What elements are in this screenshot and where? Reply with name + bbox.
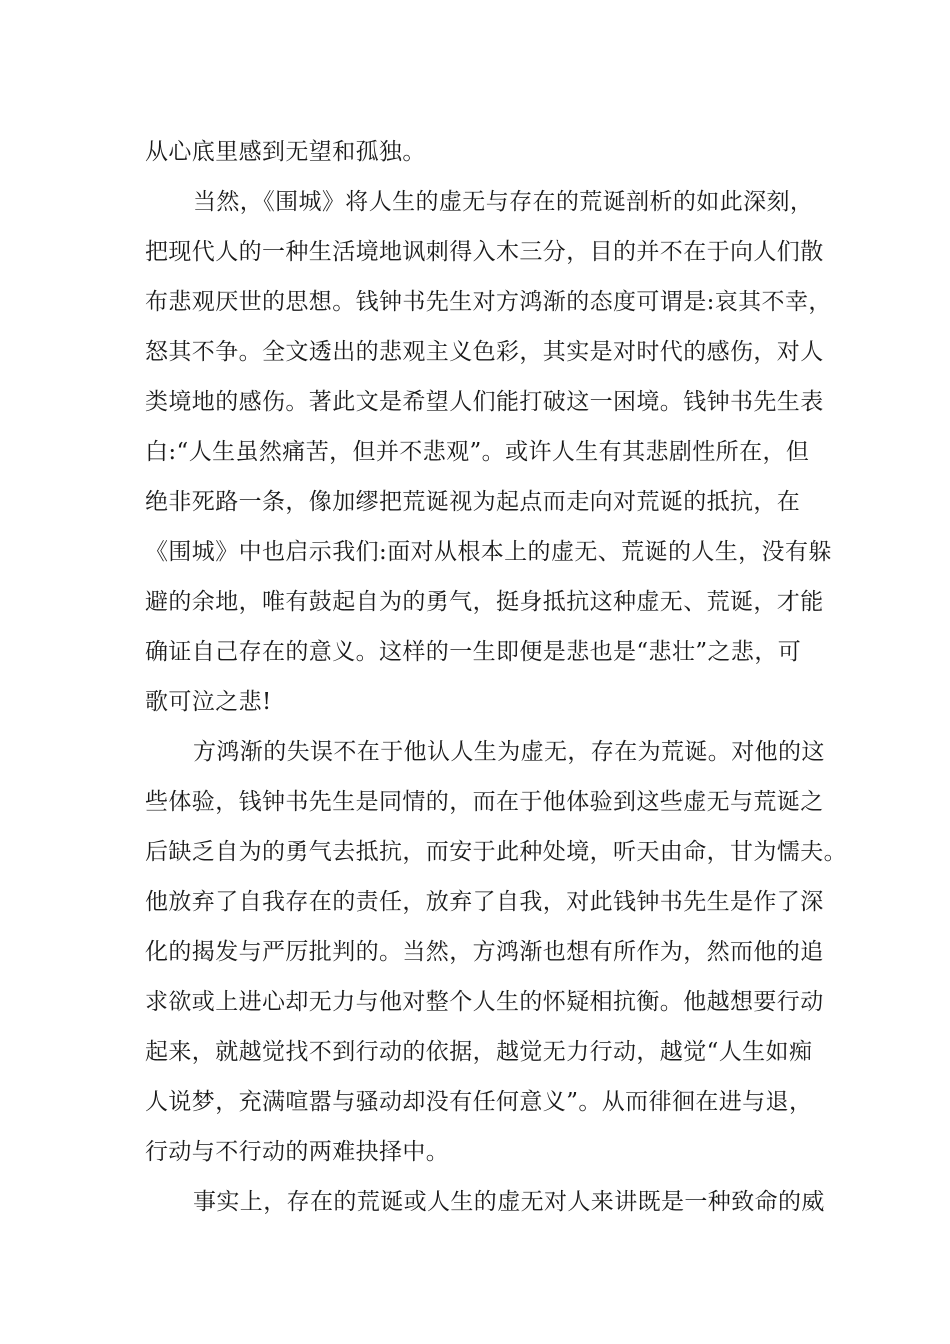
paragraph-first-line: 方鸿渐的失误不在于他认人生为虚无，存在为荒诞。对他的这 — [193, 739, 825, 765]
text-line: 起来，就越觉找不到行动的依据，越觉无力行动，越觉“人生如痴 — [145, 1039, 813, 1065]
text-line: 《围城》中也启示我们:面对从根本上的虚无、荒诞的人生，没有躲 — [145, 539, 832, 565]
text-line: 把现代人的一种生活境地讽刺得入木三分，目的并不在于向人们散 — [145, 239, 824, 265]
text-line: 后缺乏自为的勇气去抵抗，而安于此种处境，听天由命，甘为懦夫。 — [145, 839, 847, 865]
text-line: 歌可泣之悲! — [145, 689, 272, 715]
text-line: 确证自己存在的意义。这样的一生即便是悲也是“悲壮”之悲，可 — [145, 639, 802, 665]
paragraph-first-line: 事实上，存在的荒诞或人生的虚无对人来讲既是一种致命的威 — [193, 1189, 825, 1215]
text-line: 求欲或上进心却无力与他对整个人生的怀疑相抗衡。他越想要行动 — [145, 989, 824, 1015]
text-line: 绝非死路一条，像加缪把荒诞视为起点而走向对荒诞的抵抗，在 — [145, 489, 801, 515]
text-line: 他放弃了自我存在的责任，放弃了自我，对此钱钟书先生是作了深 — [145, 889, 824, 915]
text-line: 白:“人生虽然痛苦，但并不悲观”。或许人生有其悲剧性所在，但 — [145, 439, 810, 465]
text-line: 些体验，钱钟书先生是同情的，而在于他体验到这些虚无与荒诞之 — [145, 789, 824, 815]
text-line: 人说梦，充满喧嚣与骚动却没有任何意义”。从而徘徊在进与退， — [145, 1089, 813, 1115]
text-line: 布悲观厌世的思想。钱钟书先生对方鸿渐的态度可谓是:哀其不幸， — [145, 289, 832, 315]
paragraph-first-line: 当然，《围城》将人生的虚无与存在的荒诞剖析的如此深刻， — [193, 189, 814, 215]
text-line: 从心底里感到无望和孤独。 — [145, 139, 426, 165]
text-line: 类境地的感伤。著此文是希望人们能打破这一困境。钱钟书先生表 — [145, 389, 824, 415]
text-line: 化的揭发与严厉批判的。当然，方鸿渐也想有所作为，然而他的追 — [145, 939, 824, 965]
text-line: 避的余地，唯有鼓起自为的勇气，挺身抵抗这种虚无、荒诞，才能 — [145, 589, 824, 615]
text-line: 行动与不行动的两难抉择中。 — [145, 1139, 450, 1165]
text-line: 怒其不争。全文透出的悲观主义色彩，其实是对时代的感伤，对人 — [145, 339, 824, 365]
